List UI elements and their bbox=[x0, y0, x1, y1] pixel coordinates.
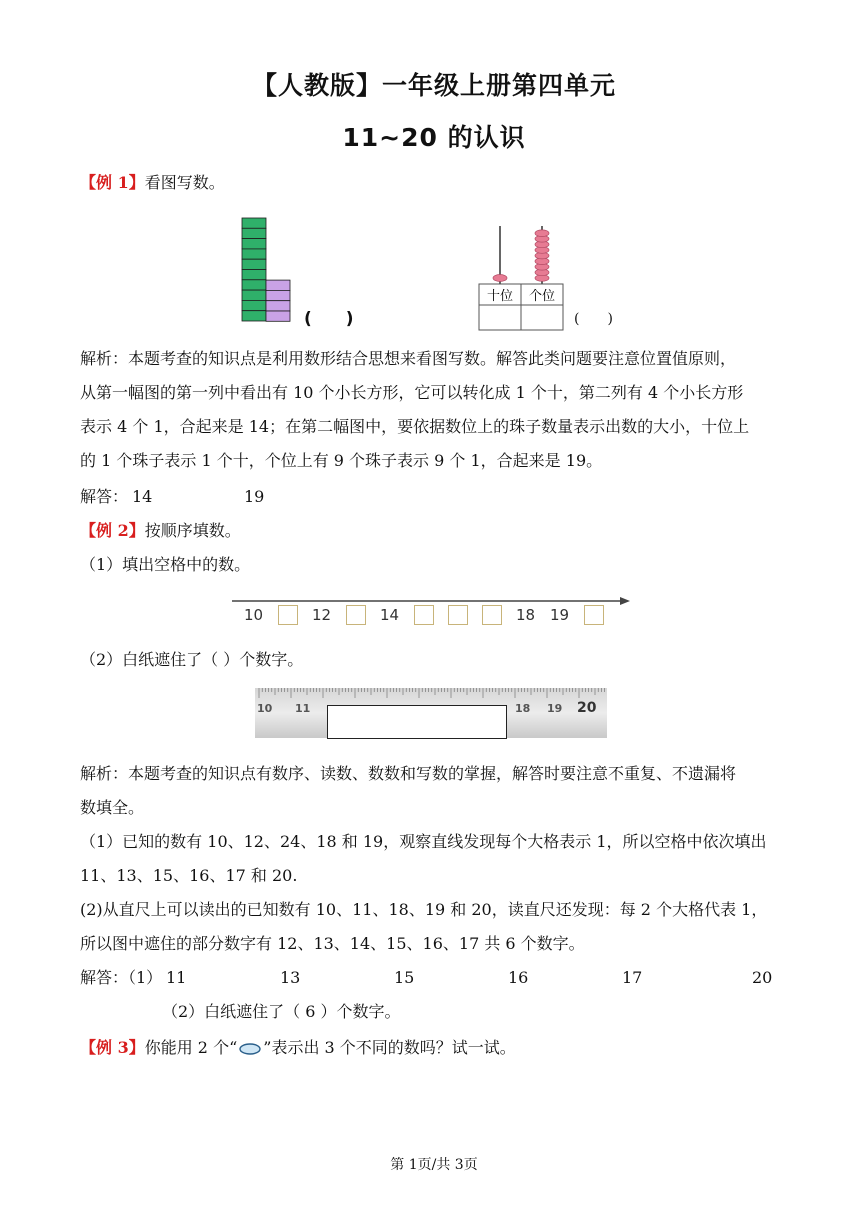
tens-stick bbox=[242, 239, 266, 249]
covering-white-paper bbox=[327, 705, 507, 739]
answer-value: 13 bbox=[280, 968, 301, 987]
number-line-label: 19 bbox=[550, 606, 570, 624]
ones-stick bbox=[266, 301, 290, 311]
tens-stick bbox=[242, 280, 266, 290]
ones-beads bbox=[535, 230, 549, 281]
example2-prompt: 按顺序填数。 bbox=[144, 521, 241, 540]
example2-answer bbox=[80, 961, 792, 995]
abacus-tens-label: 十位 bbox=[486, 289, 514, 304]
example1-label: 【例 1】 bbox=[80, 173, 145, 192]
example2-heading bbox=[80, 514, 241, 548]
number-line-label: 12 bbox=[312, 606, 332, 624]
counting-sticks-figure bbox=[240, 216, 300, 324]
answer-value: 16 bbox=[508, 968, 529, 987]
analysis-line: (2)从直尺上可以读出的已知数有 10、11、18、19 和 20，读直尺还发现：每 2 个大格代表 1， bbox=[80, 900, 768, 919]
ones-stick-column bbox=[266, 280, 290, 321]
number-line-label: 14 bbox=[380, 606, 400, 624]
answer-label: 解答： bbox=[80, 487, 129, 506]
number-line-blank bbox=[414, 605, 434, 625]
analysis-line: 所以图中遮住的部分数字有 12、13、14、15、16、17 共 6 个数字。 bbox=[80, 934, 585, 953]
page-title: 【人教版】一年级上册第四单元 bbox=[251, 71, 616, 100]
analysis-line: 11、13、15、16、17 和 20. bbox=[80, 866, 298, 885]
analysis-line: 解析：本题考查的知识点是利用数形结合思想来看图写数。解答此类问题要注意位置值原则， bbox=[80, 349, 737, 368]
answer-value: 15 bbox=[394, 968, 415, 987]
analysis-line: 数填全。 bbox=[80, 798, 145, 817]
answer-label: 解答：（1） bbox=[80, 968, 163, 987]
tens-stick bbox=[242, 228, 266, 238]
number-line-blank bbox=[346, 605, 366, 625]
tens-stick bbox=[242, 300, 266, 310]
ruler-label: 18 bbox=[515, 702, 531, 715]
example2-part2: （2）白纸遮住了（ ）个数字。 bbox=[80, 650, 304, 669]
ones-bead bbox=[535, 230, 549, 237]
ones-stick bbox=[266, 290, 290, 300]
ruler-label: 10 bbox=[257, 702, 273, 715]
example1-prompt: 看图写数。 bbox=[144, 173, 225, 192]
analysis-line: 解析：本题考查的知识点有数序、读数、数数和写数的掌握，解答时要注意不重复、不遗漏将 bbox=[80, 764, 737, 783]
example3-prompt-before: 你能用 2 个“ bbox=[144, 1038, 238, 1057]
ones-stick bbox=[266, 311, 290, 321]
analysis-line: 的 1 个珠子表示 1 个十，个位上有 9 个珠子表示 9 个 1，合起来是 19。 bbox=[80, 451, 603, 470]
tens-stick-column bbox=[242, 218, 266, 321]
example1-blank1: ( ) bbox=[304, 309, 354, 329]
ruler-label: 19 bbox=[547, 702, 563, 715]
abacus-ones-label: 个位 bbox=[528, 289, 556, 304]
example3-label: 【例 3】 bbox=[80, 1038, 145, 1057]
example2-part1: （1）填出空格中的数。 bbox=[80, 555, 251, 574]
abacus-figure bbox=[476, 222, 568, 332]
analysis-line: 从第一幅图的第一列中看出有 10 个小长方形，它可以转化成 1 个十，第二列有 4 个小长方形 bbox=[80, 383, 744, 402]
number-line-label: 18 bbox=[516, 606, 536, 624]
tens-stick bbox=[242, 259, 266, 269]
example1-blank2: ( ) bbox=[574, 311, 613, 327]
answer-value: 14 bbox=[132, 487, 153, 506]
example2-answer2: （2）白纸遮住了（ 6 ）个数字。 bbox=[162, 1002, 401, 1021]
example3-heading bbox=[80, 1031, 516, 1065]
tens-stick bbox=[242, 218, 266, 228]
example2-analysis bbox=[80, 757, 792, 961]
number-line-blank bbox=[278, 605, 298, 625]
answer-value: 11 bbox=[166, 968, 187, 987]
tens-stick bbox=[242, 270, 266, 280]
example1-heading bbox=[80, 166, 225, 200]
page-footer: 第 1页/共 3页 bbox=[390, 1157, 478, 1173]
number-line-blank bbox=[584, 605, 604, 625]
tens-bead bbox=[493, 275, 507, 282]
ruler-label: 11 bbox=[295, 702, 311, 715]
example2-label: 【例 2】 bbox=[80, 521, 145, 540]
analysis-line: 表示 4 个 1，合起来是 14；在第二幅图中，要依据数位上的珠子数量表示出数的大小，十位上 bbox=[80, 417, 750, 436]
page-subtitle: 11~20 的认识 bbox=[342, 123, 526, 152]
number-line bbox=[232, 594, 632, 634]
answer-value: 20 bbox=[752, 968, 773, 987]
tens-stick bbox=[242, 290, 266, 300]
number-line-blank bbox=[448, 605, 468, 625]
number-line-blank bbox=[482, 605, 502, 625]
number-line-label: 10 bbox=[244, 606, 264, 624]
example3-prompt-after: ”表示出 3 个不同的数吗？试一试。 bbox=[263, 1038, 516, 1057]
ones-stick bbox=[266, 280, 290, 290]
tens-stick bbox=[242, 311, 266, 321]
example1-analysis bbox=[80, 342, 792, 478]
tens-stick bbox=[242, 249, 266, 259]
ruler-label: 20 bbox=[577, 700, 597, 716]
example1-answer bbox=[80, 480, 380, 514]
ruler-figure bbox=[255, 688, 607, 738]
bead-oval-icon bbox=[238, 1042, 262, 1056]
answer-value: 17 bbox=[622, 968, 643, 987]
analysis-line: （1）已知的数有 10、12、24、18 和 19，观察直线发现每个大格表示 1，所以空格中依次填出 bbox=[80, 832, 767, 851]
answer-value: 19 bbox=[244, 487, 265, 506]
